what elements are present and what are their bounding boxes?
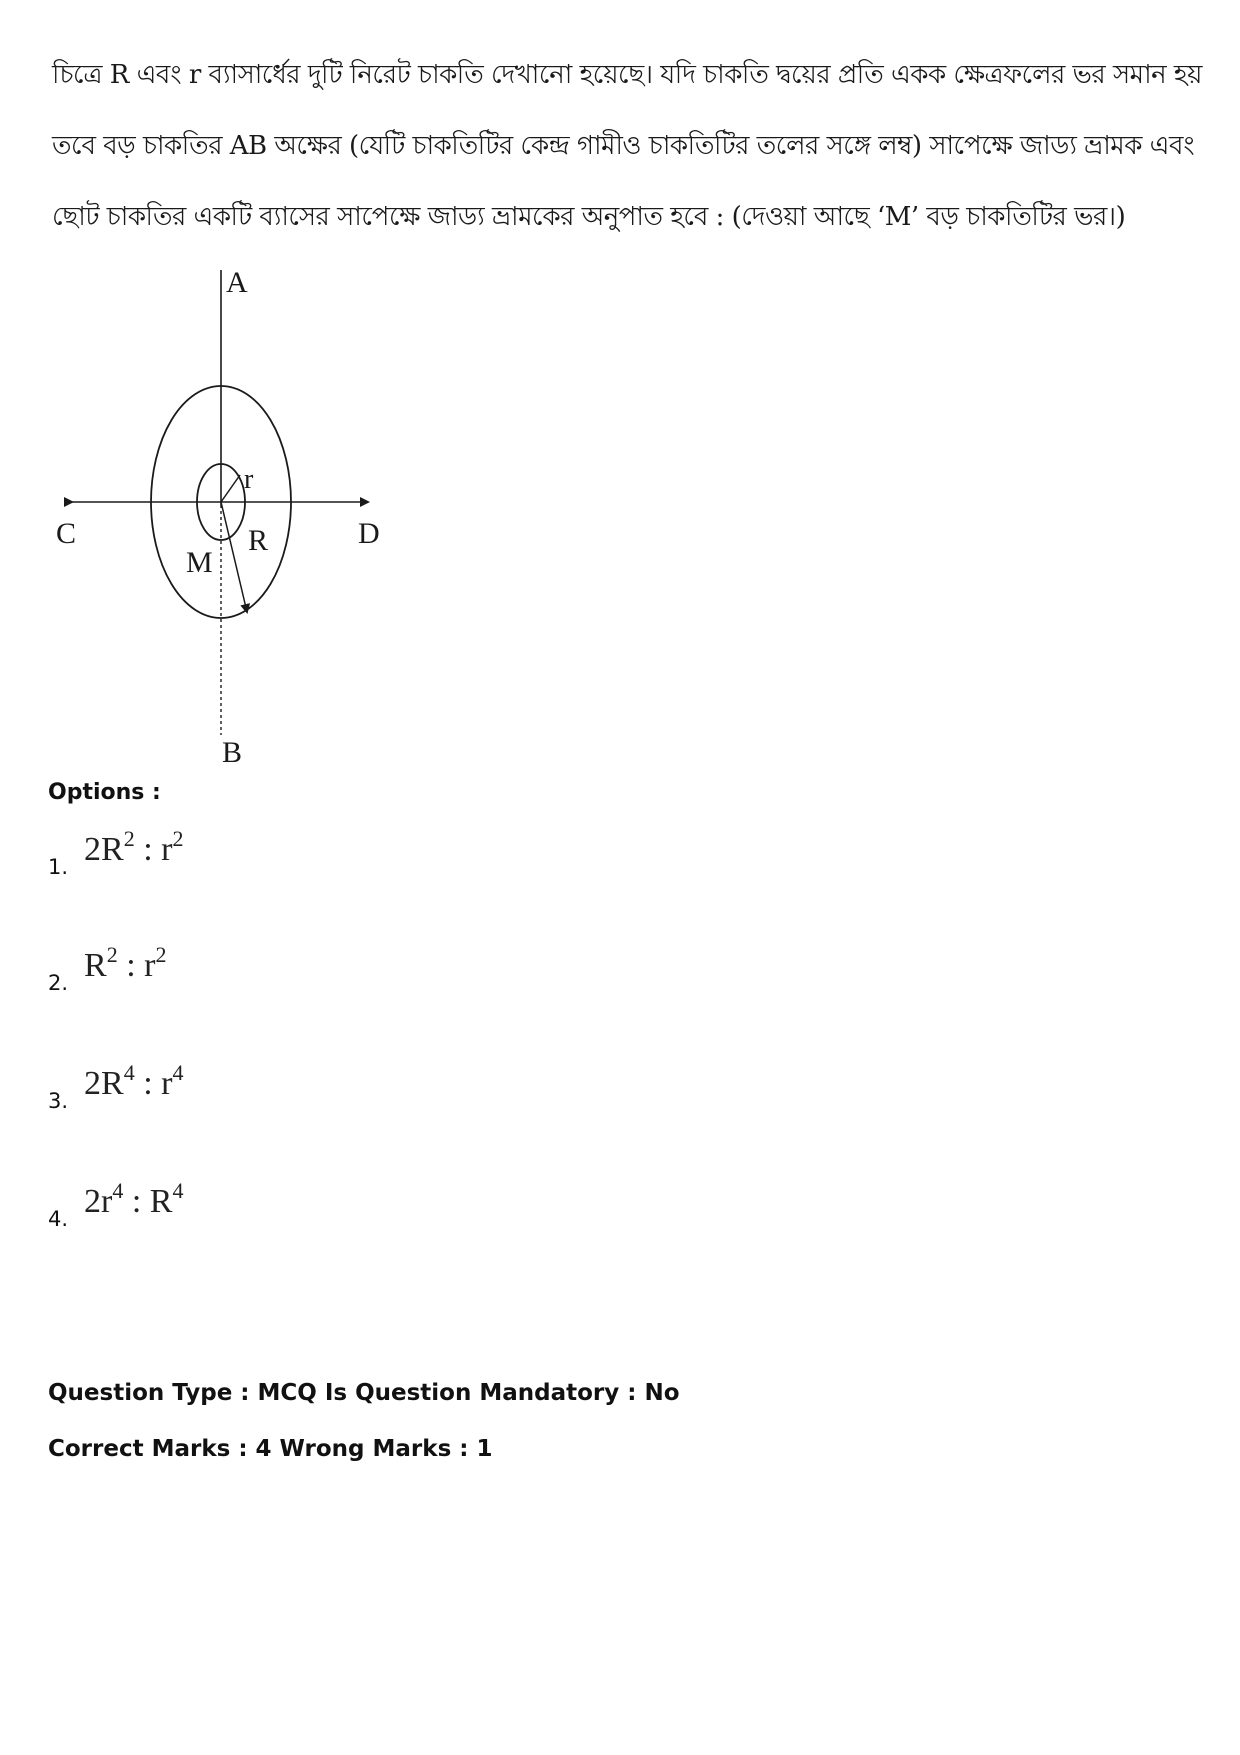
option-expression: $2R^4$ : $r^4$ bbox=[84, 1060, 184, 1102]
option-expression: $2R^2$ : $r^2$ bbox=[84, 826, 184, 868]
label-b: B bbox=[222, 736, 243, 769]
option-number: 3. bbox=[48, 1089, 69, 1113]
small-radius-line bbox=[221, 475, 240, 502]
question-type-line: Question Type : MCQ Is Question Mandatory : No bbox=[48, 1380, 680, 1406]
question-text bbox=[52, 40, 1202, 253]
option-number: 2. bbox=[48, 971, 69, 995]
option-3[interactable] bbox=[48, 1056, 183, 1116]
label-large-radius: R bbox=[248, 524, 269, 557]
option-1[interactable] bbox=[48, 822, 183, 882]
question-line-2: তবে বড় চাকতির AB অক্ষের (যেটি চাকতিটির কেন্দ্র গামীও চাকতিটির তলের সঙ্গে লম্ব) সাপেক্ষে জাড্য ভ্রামক এবং bbox=[52, 131, 1195, 161]
disc-figure bbox=[50, 250, 390, 770]
option-4[interactable] bbox=[48, 1174, 183, 1234]
label-mass: M bbox=[186, 546, 213, 579]
disc-diagram bbox=[50, 250, 390, 770]
question-line-1: চিত্রে R এবং r ব্যাসার্ধের দুটি নিরেট চাকতি দেখানো হয়েছে। যদি চাকতি দ্বয়ের প্রতি একক ক্ষেত্রফলের ভর সমান হয় bbox=[52, 60, 1202, 90]
label-a: A bbox=[226, 266, 248, 299]
label-small-radius: r bbox=[244, 464, 254, 495]
option-expression: $2r^4$ : $R^4$ bbox=[84, 1178, 184, 1220]
option-number: 1. bbox=[48, 855, 69, 879]
label-c: C bbox=[56, 517, 77, 550]
option-expression: $R^2$ : $r^2$ bbox=[84, 942, 167, 984]
label-d: D bbox=[358, 517, 380, 550]
option-number: 4. bbox=[48, 1207, 69, 1231]
options-title: Options : bbox=[48, 780, 161, 805]
question-line-3: ছোট চাকতির একটি ব্যাসের সাপেক্ষে জাড্য ভ্রামকের অনুপাত হবে : (দেওয়া আছে ‘M’ বড় চাকতিটির ভর।) bbox=[52, 202, 1126, 232]
marks-line: Correct Marks : 4 Wrong Marks : 1 bbox=[48, 1436, 493, 1462]
option-2[interactable] bbox=[48, 938, 166, 998]
